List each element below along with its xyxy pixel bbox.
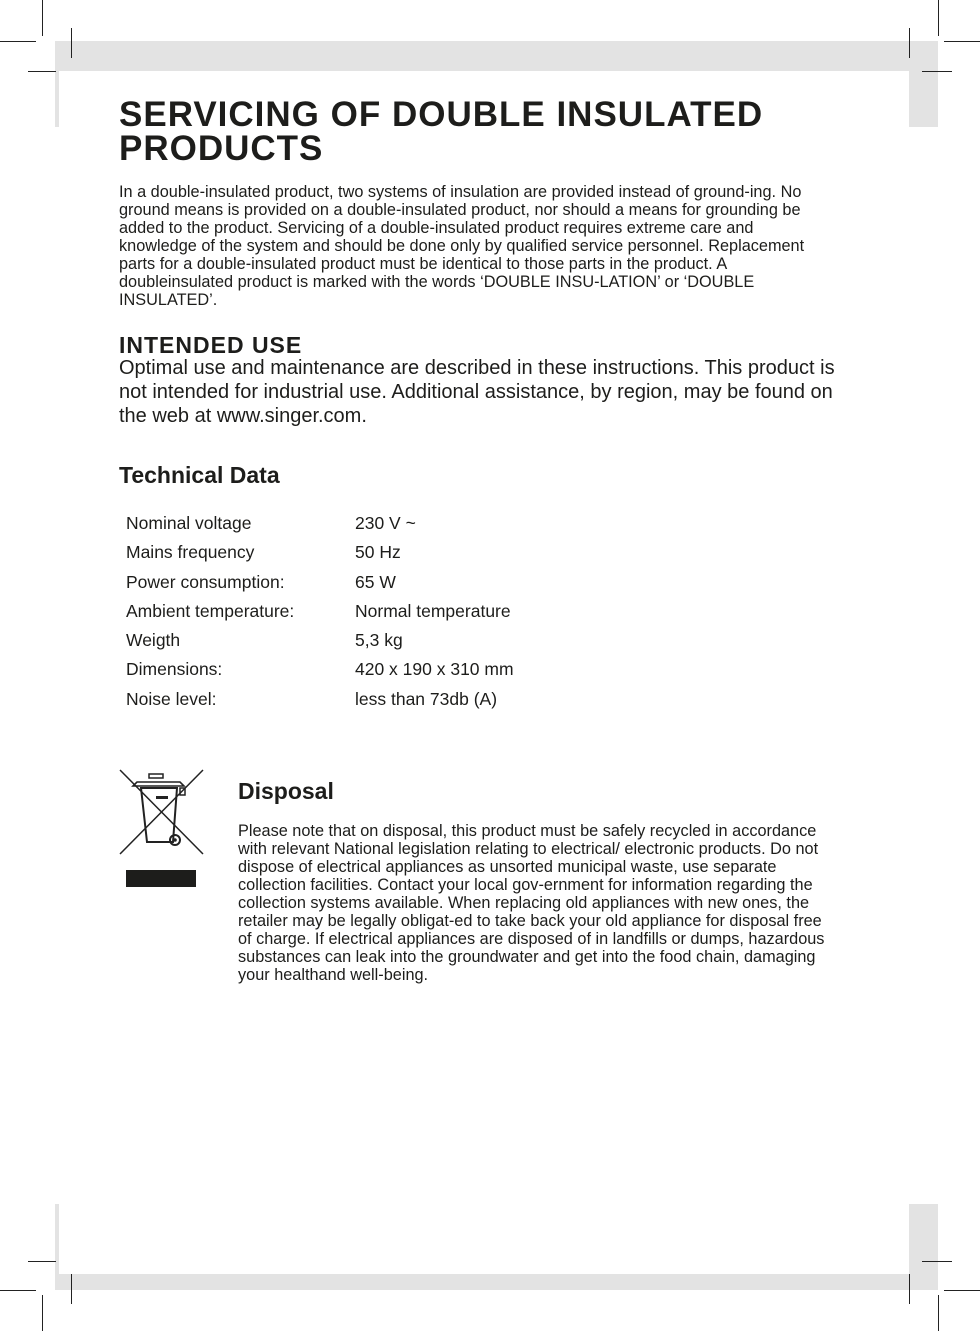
servicing-body: In a double-insulated product, two systems of insulation are provided instead of ground-ing. No ground means is provided on a double-insulated product, nor should a means for grounding be added to the product. Servicing of a double-insulated product requires extreme care and knowledge of the system and should be done only by qualified service personnel. Replacement parts for a double-insulated product must be identical to those parts in the product. A doubleinsulated product is marked with the words ‘DOUBLE INSU-LATION’ or ‘DOUBLE INSULATED’. [119,183,805,309]
disposal-title: Disposal [238,778,334,804]
crop-mark [0,1290,36,1291]
spec-label: Nominal voltage [126,513,252,533]
bottom-left-corner-block [55,1204,59,1290]
crop-mark [938,0,939,36]
spec-label: Dimensions: [126,659,223,680]
spec-value: 230 V ~ [355,513,416,533]
spec-value: 5,3 kg [355,630,403,651]
bottom-print-band [55,1274,938,1290]
crop-mark [938,1295,939,1331]
crossed-out-wheelie-bin-icon [117,768,207,890]
spec-label: Power consumption: [126,571,285,592]
spec-row [126,629,626,658]
crop-mark [944,41,980,42]
spec-row [126,571,626,600]
crop-mark [944,1290,980,1291]
spec-row [126,688,626,717]
crop-mark [28,71,56,72]
top-left-corner-block [55,41,59,127]
spec-row [126,512,626,541]
intended-use-title: INTENDED USE [119,332,303,358]
spec-value: 65 W [355,571,396,592]
bottom-right-corner-block [909,1204,938,1290]
crop-mark [0,41,36,42]
spec-value: less than 73db (A) [355,688,498,709]
crop-mark [42,1295,43,1331]
intended-use-body: Optimal use and maintenance are described in these instructions. This product is not intended for industrial use. Additional assistance, by region, may be found on the web at www.singer.com. [119,357,835,427]
crop-mark [71,1274,72,1304]
spec-row [126,600,626,629]
crop-mark [909,28,910,58]
spec-row [126,541,626,570]
top-print-band [55,41,938,71]
spec-label: Noise level: [126,688,217,709]
spec-row [126,658,626,687]
crop-mark [922,1261,952,1262]
crop-mark [71,28,72,58]
spec-label: Mains frequency [126,542,255,563]
servicing-title: SERVICING OF DOUBLE INSULATED PRODUCTS [119,95,764,168]
crop-mark [28,1261,56,1262]
spec-label: Weigth [126,630,181,651]
spec-label: Ambient temperature: [126,600,295,621]
top-right-corner-block [909,41,938,127]
crop-mark [42,0,43,36]
disposal-body: Please note that on disposal, this product must be safely recycled in accordance with relevant National legislation relating to electrical/ electronic products. Do not dispose of electrical appliances as unsorted municipal waste, use separate collection facilities. Contact your local gov-ernment for information regarding the collection systems available. When replacing old appliances with new ones, the retailer may be legally obligat-ed to take back your old appliance for disposal free of charge. If electrical appliances are disposed of in landfills or dumps, hazardous substances can leak into the groundwater and get into the food chain, damaging your healthand well-being. [238,822,825,984]
spec-value: 50 Hz [355,542,401,563]
crop-mark [909,1274,910,1304]
technical-data-table [126,512,626,717]
spec-value: Normal temperature [355,600,511,621]
technical-data-title: Technical Data [119,462,280,488]
crop-mark [922,71,952,72]
spec-value: 420 x 190 x 310 mm [355,659,514,680]
